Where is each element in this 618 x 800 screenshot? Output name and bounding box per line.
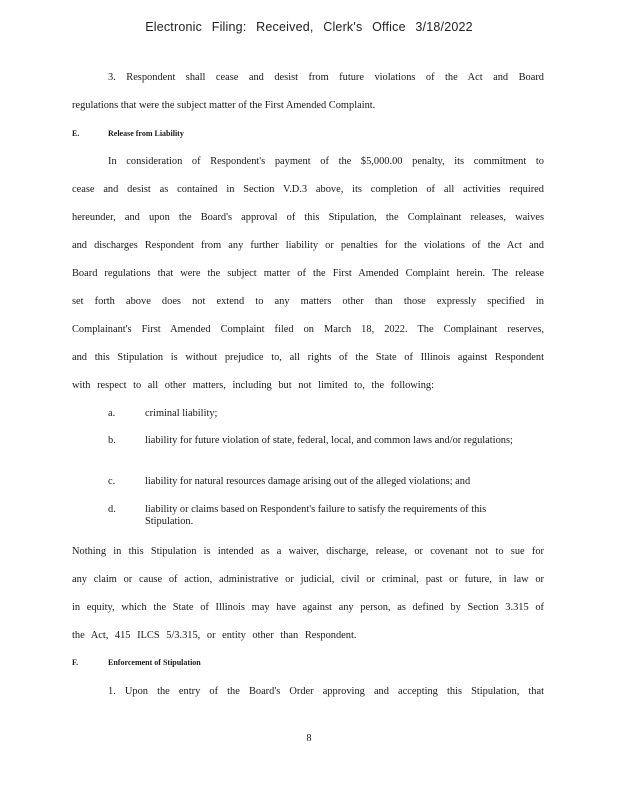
paragraph-f1-line: 1. Upon the entry of the Board's Order approving and accepting this Stipulation, that [108,686,544,697]
item-b-letter: b. [108,435,116,446]
nothing-line: any claim or cause of action, administrative or judicial, civil or criminal, past or future, in law or [72,574,544,585]
section-f-title: Enforcement of Stipulation [108,658,201,667]
section-e-title: Release from Liability [108,129,184,138]
section-e-heading [72,128,184,140]
release-line: and discharges Respondent from any further liability or penalties for the violations of the Act and [72,240,544,251]
release-line: Complainant's First Amended Complaint filed on March 18, 2022. The Complainant reserves, [72,324,544,335]
paragraph-3-line-1: 3. Respondent shall cease and desist from future violations of the Act and Board [108,72,544,83]
release-line: cease and desist as contained in Section V.D.3 above, its completion of all activities required [72,184,544,195]
nothing-line: in equity, which the State of Illinois may have against any person, as defined by Section 3.315 of [72,602,544,613]
release-line: with respect to all other matters, including but not limited to, the following: [72,380,434,391]
section-f-heading [72,657,201,669]
filing-header: Electronic Filing: Received, Clerk's Office 3/18/2022 [145,20,473,34]
page-number: 8 [306,733,312,744]
item-a-letter: a. [108,408,116,419]
release-line: set forth above does not extend to any matters other than those expressly specified in [72,296,544,307]
item-a-text: criminal liability; [145,408,218,419]
item-d-letter: d. [108,504,116,515]
nothing-line: Nothing in this Stipulation is intended as a waiver, discharge, release, or covenant not to sue for [72,546,544,557]
item-d-text: liability or claims based on Respondent's failure to satisfy the requirements of this Stipulation. [145,504,487,527]
item-c-letter: c. [108,476,116,487]
release-line: In consideration of Respondent's payment of the $5,000.00 penalty, its commitment to [108,156,544,167]
release-line: hereunder, and upon the Board's approval of this Stipulation, the Complainant releases, waives [72,212,544,223]
section-f-letter: F. [72,658,79,667]
paragraph-3-line-2: regulations that were the subject matter of the First Amended Complaint. [72,100,376,111]
item-b-text: liability for future violation of state, federal, local, and common laws and/or regulations; [145,435,513,446]
release-line: Board regulations that were the subject matter of the First Amended Complaint herein. The release [72,268,544,279]
item-c-text: liability for natural resources damage arising out of the alleged violations; and [145,476,471,487]
nothing-line: the Act, 415 ILCS 5/3.315, or entity other than Respondent. [72,630,357,641]
release-line: and this Stipulation is without prejudice to, all rights of the State of Illinois against Respondent [72,352,544,363]
section-e-letter: E. [72,129,80,138]
